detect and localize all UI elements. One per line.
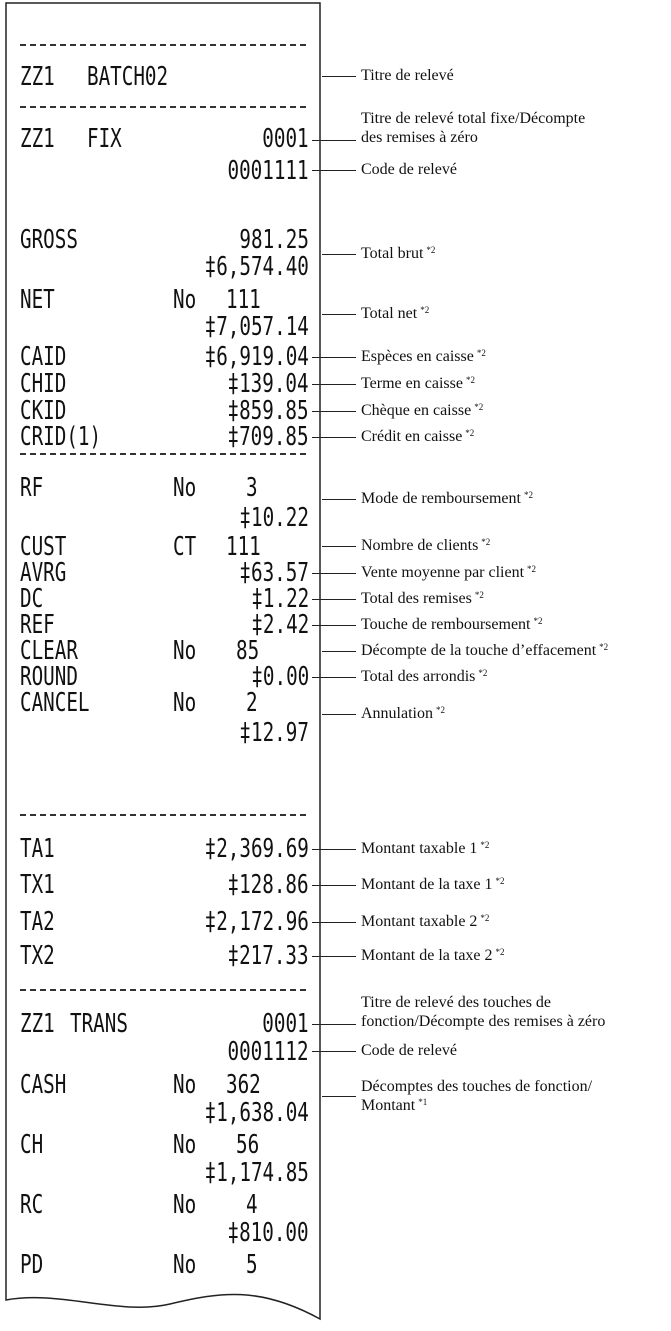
ckid-label: CKID — [20, 396, 67, 426]
footnote-mark: *2 — [481, 537, 491, 547]
annotation-cancel: Annulation $^{*2}$ — [361, 705, 445, 722]
trans-title: TRANS — [70, 1009, 128, 1039]
leader-line — [322, 1096, 356, 1097]
annotation-gross-total: Total brut $^{*2}$ — [361, 245, 436, 262]
leader-line — [312, 625, 356, 626]
cash-amount: ‡1,638.04 — [204, 1098, 309, 1128]
chid-amount: ‡139.04 — [227, 369, 309, 399]
pd-label: PD — [20, 1250, 44, 1280]
ref-label: REF — [20, 610, 55, 640]
leader-line — [312, 411, 356, 412]
annotation-refund-key: Touche de remboursement $^{*2}$ — [361, 616, 543, 633]
ta1-label: TA1 — [20, 834, 55, 864]
leader-line — [312, 384, 356, 385]
crid-amount: ‡709.85 — [227, 422, 309, 452]
annotation-average-sale: Vente moyenne par client $^{*2}$ — [361, 564, 537, 581]
cash-no: No — [173, 1070, 197, 1100]
leader-line — [312, 1024, 356, 1025]
annotation-tax-2: Montant de la taxe 2 $^{*2}$ — [361, 947, 505, 964]
annotation-cash-in-drawer: Espèces en caisse $^{*2}$ — [361, 348, 486, 365]
ch-amount: ‡1,174.85 — [204, 1158, 309, 1188]
annotation-discount-total: Total des remises $^{*2}$ — [361, 590, 484, 607]
annotation-customer-count: Nombre de clients $^{*2}$ — [361, 537, 491, 554]
footnote-mark: *2 — [495, 876, 505, 886]
leader-line — [312, 573, 356, 574]
footnote-mark: *2 — [474, 402, 484, 412]
leader-line — [322, 499, 356, 500]
leader-line — [312, 357, 356, 358]
separator — [20, 814, 306, 816]
tx2-label: TX2 — [20, 941, 55, 971]
ckid-amount: ‡859.85 — [227, 396, 309, 426]
header-label: ZZ1 — [20, 62, 55, 92]
footnote-mark: *2 — [523, 490, 533, 500]
clear-count: 85 — [236, 636, 260, 666]
leader-line — [312, 849, 356, 850]
leader-line — [312, 170, 356, 171]
leader-line — [322, 254, 356, 255]
footnote-mark: *2 — [599, 642, 609, 652]
clear-label: CLEAR — [20, 636, 78, 666]
annotation-function-key-counts: Décomptes des touches de fonction/ Montant $^{*1}$ — [361, 1078, 593, 1114]
cash-label: CASH — [20, 1070, 67, 1100]
ch-no: No — [173, 1130, 197, 1160]
footnote-mark: *2 — [527, 564, 537, 574]
tx1-amount: ‡128.86 — [227, 870, 309, 900]
annotation-fixed-total-title: Titre de relevé total fixe/Décompte des remises à zéro — [361, 110, 586, 146]
trans-reset-count: 0001 — [262, 1009, 309, 1039]
annotation-net-total: Total net $^{*2}$ — [361, 305, 430, 322]
annotation-tax-1: Montant de la taxe 1 $^{*2}$ — [361, 876, 505, 893]
ref-amount: ‡2.42 — [251, 610, 309, 640]
annotation-rounding-total: Total des arrondis $^{*2}$ — [361, 668, 488, 685]
footnote-mark: *2 — [426, 245, 436, 255]
avrg-label: AVRG — [20, 558, 67, 588]
cancel-label: CANCEL — [20, 688, 90, 718]
gross-amount: ‡6,574.40 — [204, 252, 309, 282]
footnote-mark: *2 — [480, 913, 490, 923]
pd-no: No — [173, 1250, 197, 1280]
footnote-mark: *2 — [420, 305, 430, 315]
footnote-mark: *2 — [465, 428, 475, 438]
separator — [20, 44, 306, 46]
dc-amount: ‡1.22 — [251, 584, 309, 614]
leader-line — [322, 714, 356, 715]
footnote-mark: *2 — [495, 947, 505, 957]
crid-label: CRID(1) — [20, 422, 102, 452]
leader-line — [312, 140, 356, 141]
ch-count: 56 — [236, 1130, 260, 1160]
separator — [20, 453, 306, 455]
gross-label: GROSS — [20, 225, 78, 255]
gross-value: 981.25 — [239, 225, 309, 255]
cash-count: 362 — [226, 1070, 261, 1100]
annotation-refund-mode: Mode de remboursement $^{*2}$ — [361, 490, 533, 507]
footnote-mark: *1 — [418, 1097, 428, 1107]
rf-count: 3 — [246, 473, 258, 503]
cust-label: CUST — [20, 532, 67, 562]
fix-reset-count: 0001 — [262, 124, 309, 154]
net-label: NET — [20, 285, 55, 315]
annotation-function-key-title: Titre de relevé des touches de fonction/Décompte des remises à zéro — [361, 994, 606, 1030]
ta2-label: TA2 — [20, 907, 55, 937]
footnote-mark: *2 — [533, 616, 543, 626]
pd-count: 5 — [246, 1250, 258, 1280]
net-no: No — [173, 285, 197, 315]
annotation-taxable-2: Montant taxable 2 $^{*2}$ — [361, 913, 490, 930]
ta2-amount: ‡2,172.96 — [204, 907, 309, 937]
leader-line — [322, 76, 356, 77]
net-amount: ‡7,057.14 — [204, 312, 309, 342]
leader-line — [312, 956, 356, 957]
cancel-no: No — [173, 688, 197, 718]
dc-label: DC — [20, 584, 44, 614]
leader-line — [312, 1051, 356, 1052]
rc-label: RC — [20, 1190, 44, 1220]
header-title: BATCH02 — [87, 62, 169, 92]
fix-title: FIX — [87, 124, 122, 154]
round-label: ROUND — [20, 662, 78, 692]
fix-label: ZZ1 — [20, 124, 55, 154]
trans-report-code: 0001112 — [227, 1037, 309, 1067]
leader-line — [322, 546, 356, 547]
footnote-mark: *2 — [480, 840, 490, 850]
cust-count: 111 — [226, 532, 261, 562]
footnote-mark: *2 — [476, 348, 486, 358]
footnote-mark: *2 — [436, 705, 445, 715]
leader-line — [312, 922, 356, 923]
annotation-credit-in-drawer: Crédit en caisse $^{*2}$ — [361, 428, 475, 445]
caid-amount: ‡6,919.04 — [204, 342, 309, 372]
round-amount: ‡0.00 — [251, 662, 309, 692]
footnote-mark: *2 — [474, 590, 484, 600]
cancel-amount: ‡12.97 — [239, 718, 309, 748]
annotation-report-code: Code de relevé — [361, 161, 457, 178]
caid-label: CAID — [20, 342, 67, 372]
fix-report-code: 0001111 — [227, 156, 309, 186]
rf-amount: ‡10.22 — [239, 503, 309, 533]
leader-line — [322, 314, 356, 315]
annotation-check-in-drawer: Chèque en caisse $^{*2}$ — [361, 402, 484, 419]
footnote-mark: *2 — [465, 375, 475, 385]
annotation-report-title: Titre de relevé — [361, 67, 454, 84]
trans-label: ZZ1 — [20, 1009, 55, 1039]
separator — [20, 106, 306, 108]
annotation-taxable-1: Montant taxable 1 $^{*2}$ — [361, 840, 490, 857]
annotation-charge-in-drawer: Terme en caisse $^{*2}$ — [361, 375, 475, 392]
ch-label: CH — [20, 1130, 44, 1160]
avrg-amount: ‡63.57 — [239, 558, 309, 588]
tx1-label: TX1 — [20, 870, 55, 900]
annotation-report-code-2: Code de relevé — [361, 1042, 457, 1059]
rc-no: No — [173, 1190, 197, 1220]
separator — [20, 989, 306, 991]
chid-label: CHID — [20, 369, 67, 399]
clear-no: No — [173, 636, 197, 666]
leader-line — [312, 599, 356, 600]
rc-count: 4 — [246, 1190, 258, 1220]
annotation-clear-key-count: Décompte de la touche d’effacement $^{*2}$ — [361, 642, 609, 659]
rf-label: RF — [20, 473, 44, 503]
tx2-amount: ‡217.33 — [227, 941, 309, 971]
rf-no: No — [173, 473, 197, 503]
leader-line — [312, 677, 356, 678]
leader-line — [312, 885, 356, 886]
net-count: 111 — [226, 285, 261, 315]
cust-ct: CT — [173, 532, 197, 562]
leader-line — [312, 437, 356, 438]
ta1-amount: ‡2,369.69 — [204, 834, 309, 864]
cancel-count: 2 — [246, 688, 258, 718]
leader-line — [322, 651, 356, 652]
rc-amount: ‡810.00 — [227, 1218, 309, 1248]
footnote-mark: *2 — [478, 668, 488, 678]
